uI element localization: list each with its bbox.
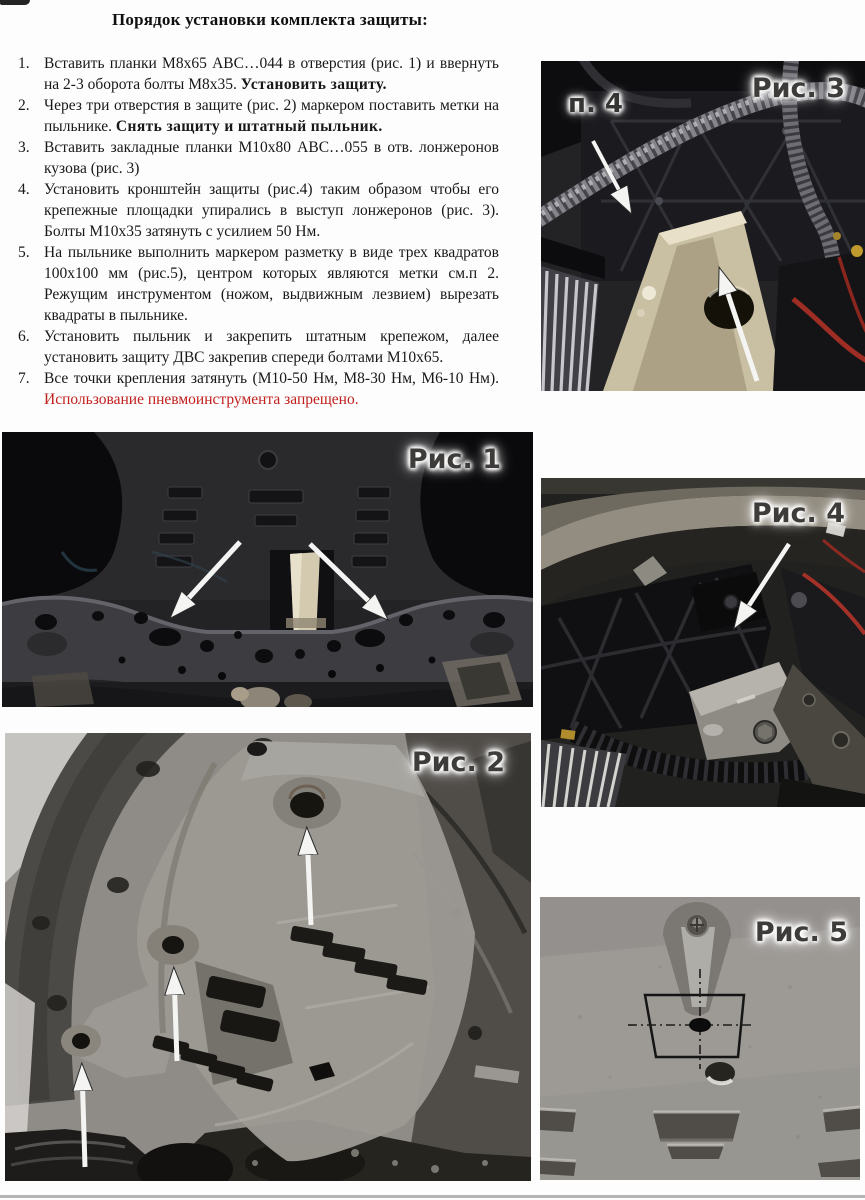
arrow-annotation-left — [82, 1069, 85, 1167]
step-number: 3. — [18, 139, 30, 156]
step-item — [0, 179, 540, 242]
figure-2-illustration — [5, 733, 531, 1181]
page-title: Порядок установки комплекта защиты: — [111, 10, 429, 29]
figure-2-label: Рис. 2 — [411, 747, 505, 778]
step-item — [0, 242, 540, 326]
step-text: Вставить планки М8х65 АВС…044 в отверстия (рис. 1) и ввернуть на 2-3 оборота болты М8х35. Установить защиту. — [44, 55, 499, 93]
mount-hole-mid — [162, 936, 184, 954]
installation-steps — [0, 53, 540, 410]
figure-4-photo — [541, 478, 865, 807]
arrow-annotation-mid — [174, 973, 177, 1061]
scan-artifact — [0, 0, 30, 5]
figure-3-label: Рис. 3 — [751, 73, 845, 104]
center-mark-dot — [689, 1018, 711, 1032]
figure-3-photo — [541, 61, 865, 391]
step-item — [0, 326, 540, 368]
step-number: 6. — [18, 328, 30, 345]
step-number: 1. — [18, 55, 30, 72]
step-number: 7. — [18, 370, 30, 387]
step-text: На пыльнике выполнить маркером разметку в виде трех квадратов 100х100 мм (рис.5), центром которых являются метки см.п 2. Режущим инструментом (ножом, выдвижным лезвием) вырезать квадраты в пыльнике. — [44, 244, 499, 324]
mount-hole-top — [290, 792, 324, 818]
mount-hole-left — [72, 1033, 90, 1049]
step-item — [0, 53, 540, 95]
step-number: 4. — [18, 181, 30, 198]
step-item — [0, 368, 540, 410]
figure-4-label: Рис. 4 — [751, 498, 845, 529]
page-bottom-rule — [0, 1195, 865, 1198]
step-text: Вставить закладные планки М10х80 АВС…055 в отв. лонжеронов кузова (рис. 3) — [44, 139, 499, 177]
step-text: Установить кронштейн защиты (рис.4) таким образом чтобы его крепежные площадки упирались в выступ лонжеронов (рис. 3). Болты М10х35 затянуть с усилием 50 Нм. — [44, 181, 499, 240]
step-item — [0, 95, 540, 137]
step-text: Все точки крепления затянуть (М10-50 Нм, М8-30 Нм, М6-10 Нм). Использование пневмоинструмента запрещено. — [44, 370, 499, 408]
figure-1-label: Рис. 1 — [407, 444, 501, 475]
figure-3-callout: п. 4 — [568, 89, 623, 119]
figure-5-label: Рис. 5 — [754, 917, 848, 948]
step-number: 2. — [18, 97, 30, 114]
figure-1-photo — [2, 432, 533, 707]
step-text: Через три отверстия в защите (рис. 2) маркером поставить метки на пыльнике. Снять защиту и штатный пыльник. — [44, 97, 499, 135]
step-number: 5. — [18, 244, 30, 261]
step-item — [0, 137, 540, 179]
step-text: Установить пыльник и закрепить штатным крепежом, далее установить защиту ДВС закрепив спереди болтами М10х65. — [44, 328, 499, 366]
figure-2-photo — [5, 733, 531, 1181]
figure-5-photo — [540, 897, 860, 1180]
